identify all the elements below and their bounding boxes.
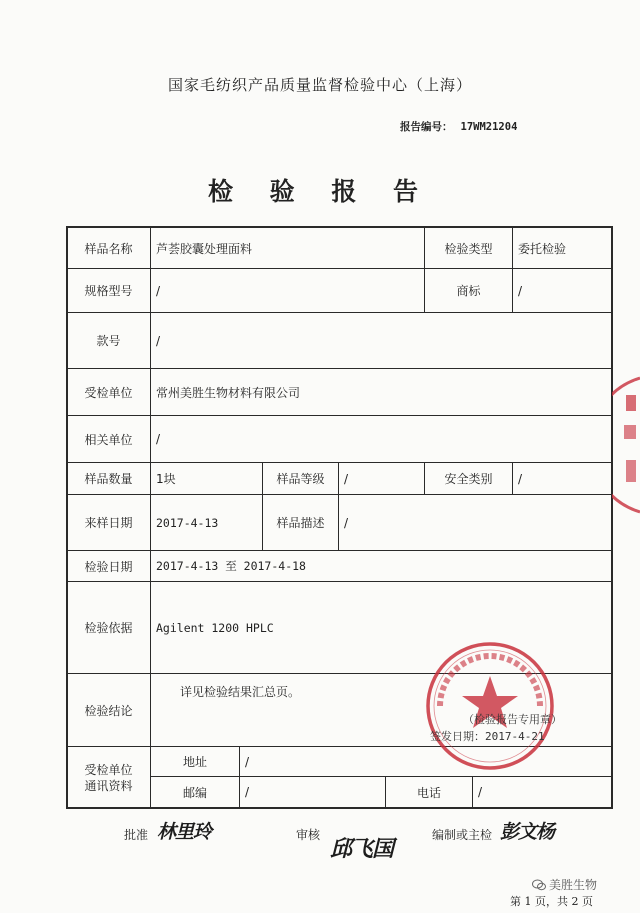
- contact-label-line-2: 通讯资料: [84, 778, 133, 793]
- basis-label: 检验依据: [84, 621, 133, 635]
- desc-label: 样品描述: [276, 516, 325, 530]
- watermark: [532, 876, 597, 893]
- review-signature: 邱飞国: [330, 836, 394, 862]
- report-number-label: 报告编号：: [400, 121, 453, 133]
- test-type-value: 委托检验: [518, 241, 567, 256]
- test-date-label: 检验日期: [84, 559, 133, 574]
- author-signature: 彭文杨: [500, 821, 555, 843]
- conclusion-value: 详见检验结果汇总页。: [180, 685, 301, 699]
- basis-value: Agilent 1200 HPLC: [156, 620, 274, 635]
- report-number: [400, 119, 517, 134]
- client-value: 常州美胜生物材料有限公司: [156, 385, 301, 400]
- report-number-value: 17WM21204: [460, 121, 518, 133]
- style-value: /: [156, 333, 161, 348]
- seal-fragment-icon: [612, 370, 640, 520]
- table-border-bottom: [66, 807, 613, 809]
- qty-value: 1块: [156, 472, 176, 486]
- conclusion-label: 检验结论: [84, 703, 133, 718]
- brand-label: 商标: [456, 284, 481, 298]
- style-label: 款号: [96, 334, 121, 348]
- test-date-value: 2017-4-13 至 2017-4-18: [156, 559, 306, 573]
- address-value: /: [245, 754, 250, 769]
- brand-value: /: [518, 283, 523, 298]
- safety-value: /: [518, 471, 523, 486]
- contact-info-label: [67, 748, 150, 807]
- report-title: 检 验 报 告: [207, 177, 433, 206]
- phone-value: /: [478, 785, 483, 799]
- test-type-label: 检验类型: [444, 241, 493, 256]
- arrival-label: 来样日期: [84, 516, 133, 530]
- grade-value: /: [344, 471, 349, 486]
- safety-label: 安全类别: [444, 472, 493, 486]
- qty-label: 样品数量: [84, 472, 133, 486]
- page-number: 第 1 页，共 2 页: [510, 895, 593, 908]
- sample-name-label: 样品名称: [84, 241, 133, 256]
- stamp-caption: （检验报告专用章）: [463, 713, 562, 726]
- issue-date: 签发日期：2017-4-21: [430, 730, 545, 743]
- contact-label-line-1: 受检单位: [84, 762, 133, 777]
- related-label: 相关单位: [84, 432, 133, 447]
- postcode-value: /: [245, 785, 250, 799]
- review-label: 审核: [296, 828, 321, 842]
- client-label: 受检单位: [84, 385, 133, 400]
- author-label: 编制或主检: [432, 828, 493, 842]
- address-label: 地址: [182, 755, 207, 769]
- sample-name-value: 芦荟胶囊处理面料: [156, 241, 253, 256]
- watermark-text: 美胜生物: [549, 878, 598, 892]
- approve-label: 批准: [124, 828, 149, 842]
- grade-label: 样品等级: [276, 472, 325, 486]
- arrival-value: 2017-4-13: [156, 515, 219, 530]
- phone-label: 电话: [416, 785, 441, 800]
- postcode-label: 邮编: [182, 785, 207, 800]
- related-value: /: [156, 432, 161, 446]
- wechat-icon: [532, 879, 546, 891]
- spec-label: 规格型号: [84, 284, 133, 298]
- organization-name: 国家毛纺织产品质量监督检验中心（上海）: [167, 76, 472, 94]
- approve-signature: 林里玲: [157, 821, 212, 843]
- spec-value: /: [156, 283, 161, 298]
- desc-value: /: [344, 515, 349, 530]
